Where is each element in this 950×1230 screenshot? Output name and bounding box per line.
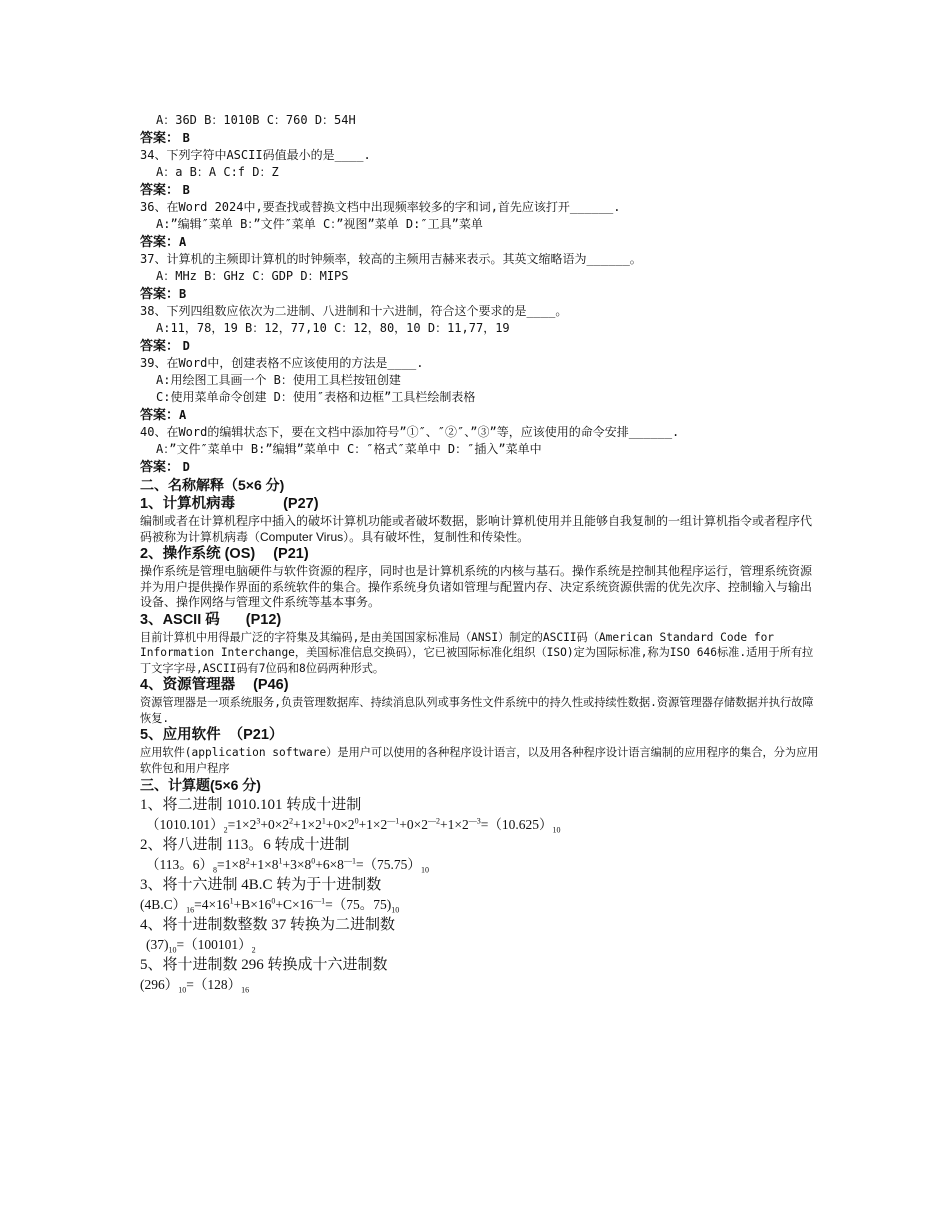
term-body: 目前计算机中用得最广泛的字符集及其编码,是由美国国家标准局（ANSI）制定的ASCII码（American Standard Code for Information Interchange，美国标准信息交换码），它已被国际标准化组织（ISO)定为国际标准,称为ISO 646标准.适用于所有拉丁文字字母,ASCII码有7位码和8位码两种形式。 <box>140 630 814 675</box>
section-heading: 三、计算题(5×6 分) <box>140 777 261 793</box>
term-page: (P46) <box>253 677 289 693</box>
answer-label: 答案： <box>140 182 180 197</box>
term-body: 应用软件(application software）是用户可以使用的各种程序设计语言，以及用各种程序设计语言编制的应用程序的集合，分为应用软件包和用户程序 <box>140 746 819 775</box>
term-page: (P27) <box>283 496 319 512</box>
answer-label: 答案： <box>140 338 180 353</box>
answer-line <box>140 181 820 199</box>
answer-line <box>140 458 820 476</box>
answer-value: D <box>182 339 190 353</box>
answer-label: 答案： <box>140 407 180 422</box>
question-options: A:”编辑″菜单 B：”文件″菜单 C：”视图”菜单 D:″工具”菜单 <box>156 217 483 231</box>
question-text: 34、下列字符中ASCII码值最小的是____. <box>140 148 371 162</box>
question-text: 39、在Word中，创建表格不应该使用的方法是____. <box>140 356 424 370</box>
question-text: 38、下列四组数应依次为二进制、八进制和十六进制，符合这个要求的是____。 <box>140 304 568 318</box>
answer-line <box>140 129 820 147</box>
answer-value: B <box>179 287 187 301</box>
answer-label: 答案： <box>140 234 180 249</box>
answer-line <box>140 233 820 251</box>
question-options: A：MHz B：GHz C：GDP D：MIPS <box>156 269 349 283</box>
term-page: (P21) <box>273 546 309 562</box>
term-body: 操作系统是管理电脑硬件与软件资源的程序，同时也是计算机系统的内核与基石。操作系统是控制其他程序运行，管理系统资源并为用户提供操作界面的系统软件的集合。操作系统身负诸如管理与配置内存、决定系统资源供需的优先次序、控制输入与输出设备、操作网络与管理文件系统等基本事务。 <box>140 564 813 609</box>
question-text: 37、计算机的主频即计算机的时钟频率，较高的主频用吉赫来表示。其英文缩略语为______。 <box>140 252 642 266</box>
answer-value: A <box>179 408 187 422</box>
answer-value: B <box>182 183 190 197</box>
question-options: A:11，78，19 B：12，77,10 C：12，80，10 D：11,77，19 <box>156 321 510 335</box>
question-options: A：”文件″菜单中 B:”编辑”菜单中 C：″格式″菜单中 D：″插入”菜单中 <box>156 442 542 456</box>
calc-equation: $(4B.C)_{16}=4\times 16^1+B\times 16^0+C\times 16^{—1}=(75$。$75)_{10}$ <box>140 896 400 915</box>
calc-equation: $(1010.101)_2=1\times 2^3+0\times 2^2+1\times 2^1+0\times 2^0+1\times 2^{—1}+0\times 2^{—2}+1\times 2^{—3}=(10.625)_{10}$ <box>146 816 561 835</box>
term-heading <box>140 726 820 745</box>
answer-value: B <box>182 131 190 145</box>
calc-title: 4、将十进制数整数 37 转换为二进制数 <box>140 917 396 933</box>
question-options: A：36D B：1010B C：760 D：54H <box>156 113 356 127</box>
term-body: 编制或者在计算机程序中插入的破坏计算机功能或者破坏数据，影响计算机使用并且能够自我复制的一组计算机指令或者程序代码被称为计算机病毒（Computer Virus）。具有破坏性，复制性和传染性。 <box>140 514 813 544</box>
question-text: 36、在Word 2024中,要查找或替换文档中出现频率较多的字和词,首先应该打开______. <box>140 200 621 214</box>
calc-equation: $(296)_{10}=(128)_{16}$ <box>140 977 250 995</box>
question-options: A:用绘图工具画一个 B：使用工具栏按钮创建 <box>156 373 401 387</box>
term-page: （P21） <box>228 727 284 743</box>
answer-value: D <box>182 460 190 474</box>
section-heading: 二、名称解释（5×6 分) <box>140 477 285 493</box>
answer-line <box>140 406 820 424</box>
answer-label: 答案： <box>140 286 180 301</box>
term-heading <box>140 495 820 514</box>
answer-label: 答案： <box>140 459 180 474</box>
term-heading <box>140 676 820 695</box>
question-options: A：a B：A C:f D：Z <box>156 165 279 179</box>
calc-title: 1、将二进制 1010.101 转成十进制 <box>140 797 362 813</box>
calc-title: 2、将八进制 113。6 转成十进制 <box>140 837 350 853</box>
term-heading <box>140 611 820 630</box>
question-options-2: C:使用菜单命令创建 D：使用″表格和边框”工具栏绘制表格 <box>156 390 476 404</box>
term-title: 2、操作系统 (OS) <box>140 546 256 562</box>
question-text: 40、在Word的编辑状态下，要在文档中添加符号”①″、″②″、”③”等，应该使用的命令安排______. <box>140 425 680 439</box>
term-title: 1、计算机病毒 <box>140 496 236 512</box>
calc-equation: （113。$6)_8=1\times 8^2+1\times 8^1+3\times 8^0+6\times 8^{—1}=(75.75)_{10}$ <box>146 856 429 875</box>
document-page <box>140 112 820 995</box>
term-title: 4、资源管理器 <box>140 677 236 693</box>
answer-value: A <box>179 235 187 249</box>
term-body: 资源管理器是一项系统服务,负责管理数据库、持续消息队列或事务性文件系统中的持久性或持续性数据.资源管理器存储数据并执行故障恢复. <box>140 696 814 725</box>
calc-equation: $(37)_{10}=(100101)_2$ <box>146 937 256 955</box>
term-title: 3、ASCII 码 <box>140 611 220 628</box>
term-page: (P12) <box>245 611 282 628</box>
answer-line <box>140 285 820 303</box>
term-title: 5、应用软件 <box>140 727 221 743</box>
answer-label: 答案： <box>140 130 180 145</box>
calc-title: 3、将十六进制 4B.C 转为于十进制数 <box>140 877 382 893</box>
answer-line <box>140 337 820 355</box>
term-heading <box>140 545 820 564</box>
calc-title: 5、将十进制数 296 转换成十六进制数 <box>140 957 388 973</box>
